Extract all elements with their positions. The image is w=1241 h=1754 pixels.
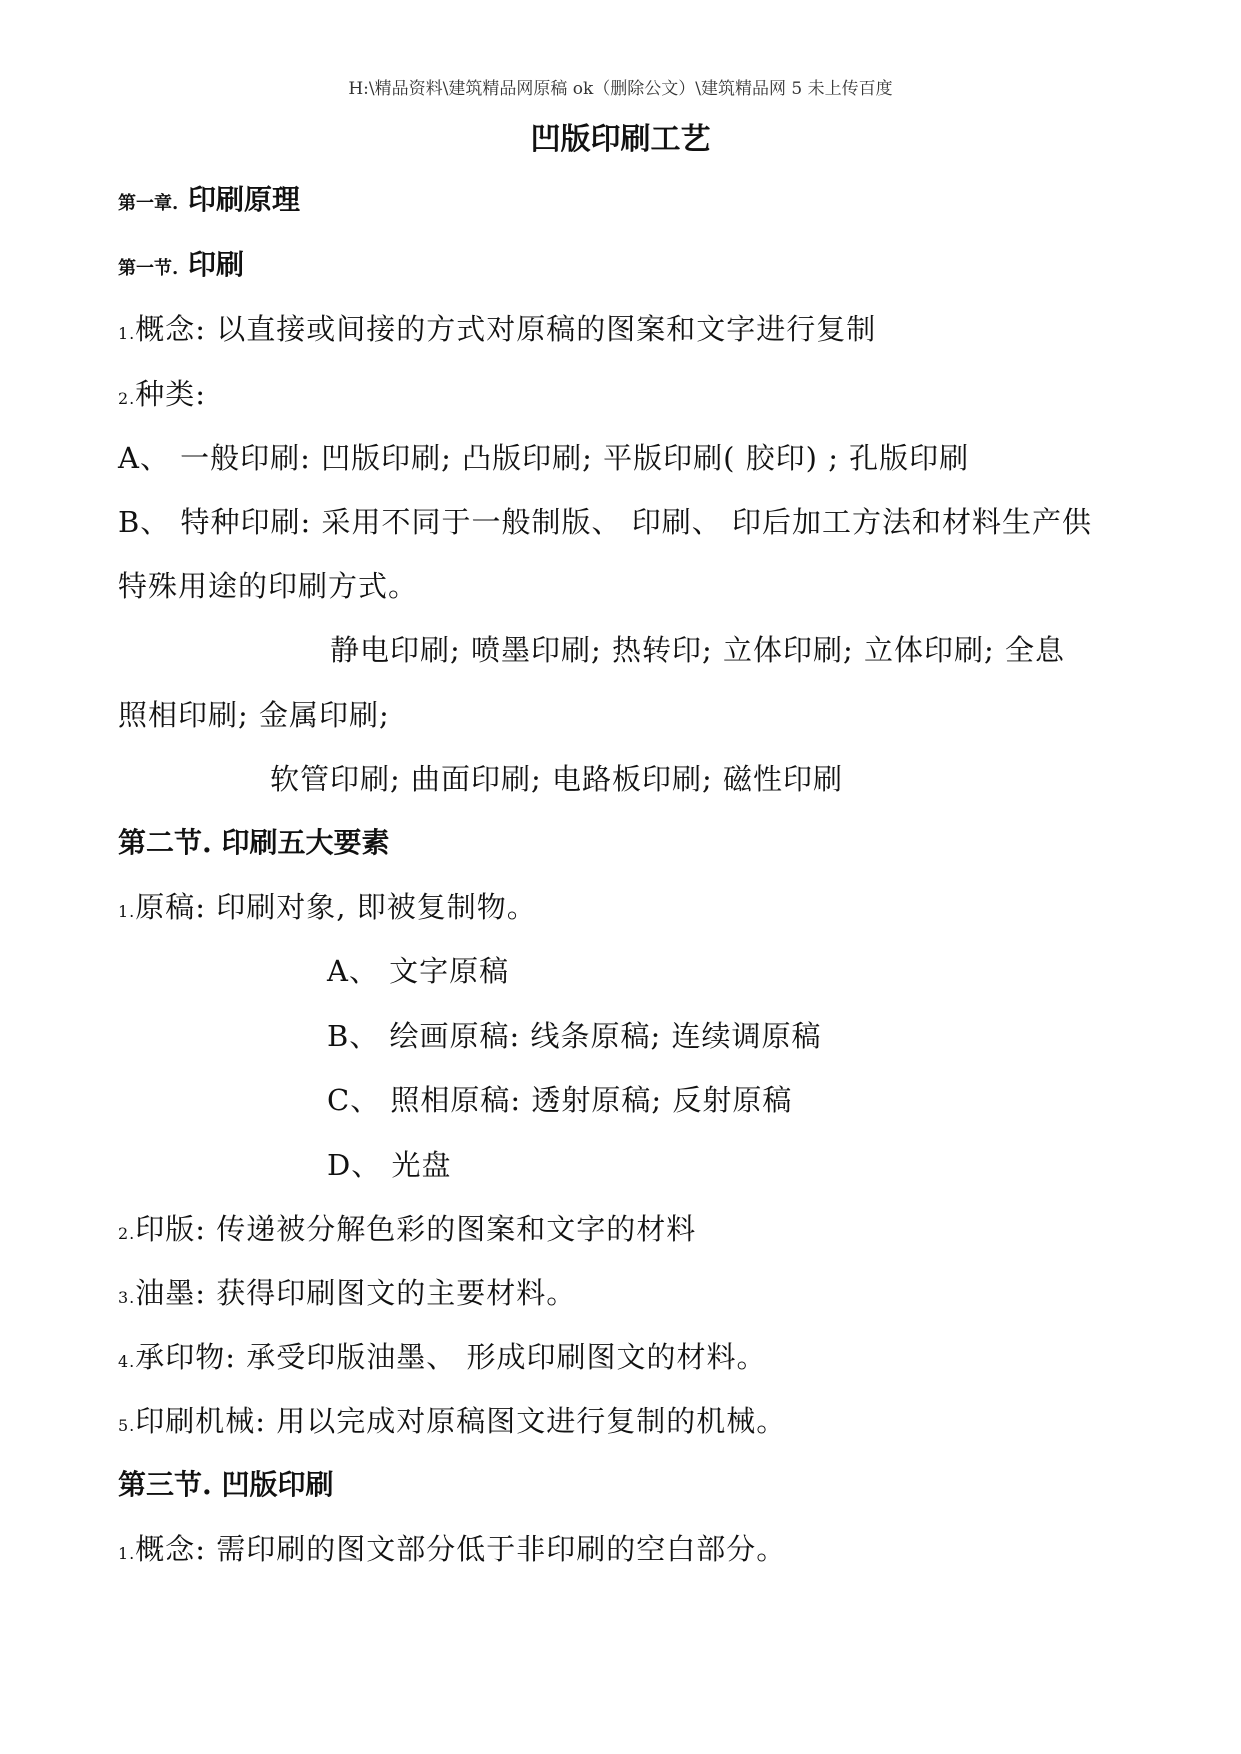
paragraph-original [118, 885, 537, 926]
item-number: 3. [118, 1288, 136, 1307]
item-text: 印版: 传递被分解色彩的图案和文字的材料 [135, 1212, 697, 1246]
item-text: 概念: 以直接或间接的方式对原稿的图案和文字进行复制 [135, 312, 877, 346]
type-a-line: A、 一般印刷: 凹版印刷; 凸版印刷; 平版印刷( 胶印) ; 孔版印刷 [118, 441, 970, 475]
item-number: 1. [118, 324, 136, 343]
original-type-a: A、 文字原稿 [327, 954, 510, 988]
item-number: 2. [118, 389, 136, 408]
item-text: 概念: 需印刷的图文部分低于非印刷的空白部分。 [135, 1532, 787, 1566]
item-text: 种类: [135, 377, 207, 411]
type-b-continuation: 特殊用途的印刷方式。 [118, 569, 419, 603]
paragraph-plate [118, 1207, 696, 1248]
item-number: 2. [118, 1224, 136, 1243]
chapter-heading [118, 178, 300, 218]
item-number: 1. [118, 1544, 136, 1563]
chapter-number: 第一章. [118, 193, 179, 214]
special-printing-list-1: 静电印刷; 喷墨印刷; 热转印; 立体印刷; 立体印刷; 全息 [330, 633, 1065, 667]
section-title: 印刷 [188, 248, 245, 281]
item-number: 5. [118, 1416, 136, 1435]
item-text: 油墨: 获得印刷图文的主要材料。 [135, 1276, 577, 1310]
item-text: 承印物: 承受印版油墨、 形成印刷图文的材料。 [135, 1340, 767, 1374]
special-printing-list-2: 软管印刷; 曲面印刷; 电路板印刷; 磁性印刷 [270, 762, 843, 796]
original-type-d: D、 光盘 [327, 1148, 452, 1182]
special-printing-list-1-continuation: 照相印刷; 金属印刷; [118, 698, 390, 732]
document-title: 凹版印刷工艺 [530, 122, 711, 157]
item-text: 原稿: 印刷对象, 即被复制物。 [135, 890, 537, 924]
original-type-c: C、 照相原稿: 透射原稿; 反射原稿 [327, 1083, 793, 1117]
paragraph-types [118, 372, 206, 413]
section-heading-1 [118, 243, 244, 283]
paragraph-concept [118, 307, 876, 348]
item-number: 1. [118, 902, 136, 921]
paragraph-gravure-concept [118, 1527, 786, 1568]
paragraph-substrate [118, 1335, 766, 1376]
file-path-header: H:\精品资料\建筑精品网原稿 ok（删除公文）\建筑精品网 5 未上传百度 [348, 79, 893, 99]
section-heading-2: 第二节. 印刷五大要素 [118, 826, 390, 859]
original-type-b: B、 绘画原稿: 线条原稿; 连续调原稿 [327, 1019, 822, 1053]
chapter-title: 印刷原理 [188, 183, 301, 216]
section-heading-3: 第三节. 凹版印刷 [118, 1468, 334, 1501]
item-text: 印刷机械: 用以完成对原稿图文进行复制的机械。 [135, 1404, 787, 1438]
section-number: 第一节. [118, 258, 179, 279]
item-number: 4. [118, 1352, 136, 1371]
type-b-line: B、 特种印刷: 采用不同于一般制版、 印刷、 印后加工方法和材料生产供 [118, 505, 1092, 539]
paragraph-ink [118, 1271, 576, 1312]
paragraph-machine [118, 1399, 786, 1440]
